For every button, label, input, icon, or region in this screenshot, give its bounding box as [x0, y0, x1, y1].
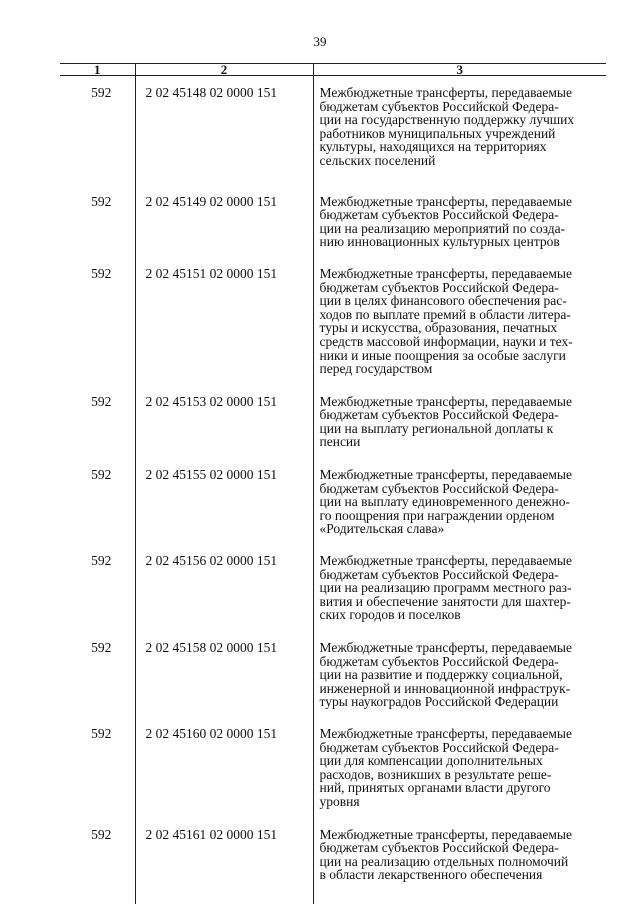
table-row	[60, 449, 606, 536]
description-line: расходов, возникших в результате реше-	[319, 766, 552, 782]
income-description-cell	[313, 76, 606, 168]
description-line: нию инновационных культурных центров	[319, 234, 560, 250]
description-line: ции на реализацию программ местного раз-	[319, 580, 572, 596]
description-line: ции на реализацию мероприятий по созда-	[319, 220, 566, 236]
income-description-cell	[313, 249, 606, 376]
table-header-row	[60, 64, 606, 76]
budget-classification-code-cell: 2 02 45149 02 0000 151	[135, 168, 313, 249]
administrator-code-cell: 592	[60, 249, 135, 376]
description-line: работников муниципальных учреждений	[319, 125, 556, 141]
spacer-cell	[313, 882, 606, 904]
table-body	[60, 76, 606, 904]
description-line: ходов по выплате премий в области литера-	[319, 306, 571, 322]
description-line: Межбюджетные трансферты, передаваемые	[319, 193, 572, 209]
description-line: бюджетам субъектов Российской Федера-	[319, 98, 559, 114]
description-line: в области лекарственного обеспечения	[319, 867, 543, 883]
description-line: ний, принятых органами власти другого	[319, 780, 551, 796]
table-row	[60, 249, 606, 376]
description-line: ции на реализацию отдельных полномочий	[319, 853, 569, 869]
administrator-code-cell: 592	[60, 536, 135, 622]
description-line: туры и искусства, образования, печатных	[319, 320, 558, 336]
description-line: ских городов и поселков	[319, 607, 461, 623]
income-description-cell	[313, 376, 606, 449]
description-line: бюджетам субъектов Российской Федера-	[319, 207, 559, 223]
description-line: ции на выплату региональной доплаты к	[319, 420, 554, 436]
table-spacer-row	[60, 882, 606, 904]
description-line: уровня	[319, 793, 360, 809]
table-row	[60, 168, 606, 249]
spacer-cell	[135, 882, 313, 904]
description-line: Межбюджетные трансферты, передаваемые	[319, 85, 572, 100]
description-line: бюджетам субъектов Российской Федера-	[319, 653, 559, 669]
description-line: ники и иные поощрения за особые заслуги	[319, 347, 566, 363]
description-line: Межбюджетные трансферты, передаваемые	[319, 265, 572, 281]
description-line: инженерной и инновационной инфраструк-	[319, 680, 571, 696]
description-line: Межбюджетные трансферты, передаваемые	[319, 725, 572, 741]
administrator-code-cell: 592	[60, 449, 135, 536]
header-column-2: 2	[135, 64, 313, 76]
description-line: го поощрения при награждении орденом	[319, 507, 555, 523]
header-column-1: 1	[60, 64, 135, 76]
table-row	[60, 809, 606, 882]
budget-code-table	[60, 63, 606, 904]
description-line: Межбюджетные трансферты, передаваемые	[319, 553, 572, 569]
income-description-cell	[313, 449, 606, 536]
budget-classification-code-cell: 2 02 45161 02 0000 151	[135, 809, 313, 882]
description-line: Межбюджетные трансферты, передаваемые	[319, 467, 572, 483]
income-description-cell	[313, 536, 606, 622]
description-line: пенсии	[319, 434, 361, 450]
description-line: ции для компенсации дополнительных	[319, 753, 543, 769]
table-row	[60, 76, 606, 168]
income-description-cell	[313, 709, 606, 809]
administrator-code-cell: 592	[60, 76, 135, 168]
description-line: туры наукоградов Российской Федерации	[319, 694, 559, 710]
table-row	[60, 622, 606, 709]
budget-classification-code-cell: 2 02 45156 02 0000 151	[135, 536, 313, 622]
description-line: ции на развитие и поддержку социальной,	[319, 667, 563, 683]
description-line: бюджетам субъектов Российской Федера-	[319, 840, 559, 856]
description-line: вития и обеспечение занятости для шахтер-	[319, 593, 571, 609]
table-row	[60, 536, 606, 622]
description-line: бюджетам субъектов Российской Федера-	[319, 480, 559, 496]
description-line: Межбюджетные трансферты, передаваемые	[319, 826, 572, 842]
description-line: ции на государственную поддержку лучших	[319, 112, 575, 128]
description-line: средств массовой информации, науки и тех-	[319, 333, 573, 349]
budget-classification-code-cell: 2 02 45148 02 0000 151	[135, 76, 313, 168]
page-number: 39	[313, 34, 327, 49]
budget-classification-code-cell: 2 02 45151 02 0000 151	[135, 249, 313, 376]
income-description-cell	[313, 168, 606, 249]
administrator-code-cell: 592	[60, 809, 135, 882]
administrator-code-cell: 592	[60, 168, 135, 249]
income-description-cell	[313, 622, 606, 709]
budget-classification-code-cell: 2 02 45158 02 0000 151	[135, 622, 313, 709]
description-line: бюджетам субъектов Российской Федера-	[319, 566, 559, 582]
description-line: перед государством	[319, 361, 433, 377]
header-column-3: 3	[313, 64, 606, 76]
description-line: ции в целях финансового обеспечения рас-	[319, 293, 567, 309]
budget-classification-code-cell: 2 02 45153 02 0000 151	[135, 376, 313, 449]
description-line: бюджетам субъектов Российской Федера-	[319, 279, 559, 295]
description-line: бюджетам субъектов Российской Федера-	[319, 407, 559, 423]
spacer-cell	[60, 882, 135, 904]
administrator-code-cell: 592	[60, 622, 135, 709]
description-line: сельских поселений	[319, 152, 436, 168]
description-line: культуры, находящихся на территориях	[319, 139, 547, 155]
budget-classification-code-cell: 2 02 45155 02 0000 151	[135, 449, 313, 536]
income-description-cell	[313, 809, 606, 882]
description-line: Межбюджетные трансферты, передаваемые	[319, 393, 572, 409]
description-line: бюджетам субъектов Российской Федера-	[319, 739, 559, 755]
administrator-code-cell: 592	[60, 709, 135, 809]
administrator-code-cell: 592	[60, 376, 135, 449]
description-line: «Родительская слава»	[319, 521, 445, 537]
table-row	[60, 709, 606, 809]
table-row	[60, 376, 606, 449]
budget-classification-code-cell: 2 02 45160 02 0000 151	[135, 709, 313, 809]
description-line: Межбюджетные трансферты, передаваемые	[319, 640, 572, 655]
description-line: ции на выплату единовременного денежно-	[319, 494, 570, 510]
